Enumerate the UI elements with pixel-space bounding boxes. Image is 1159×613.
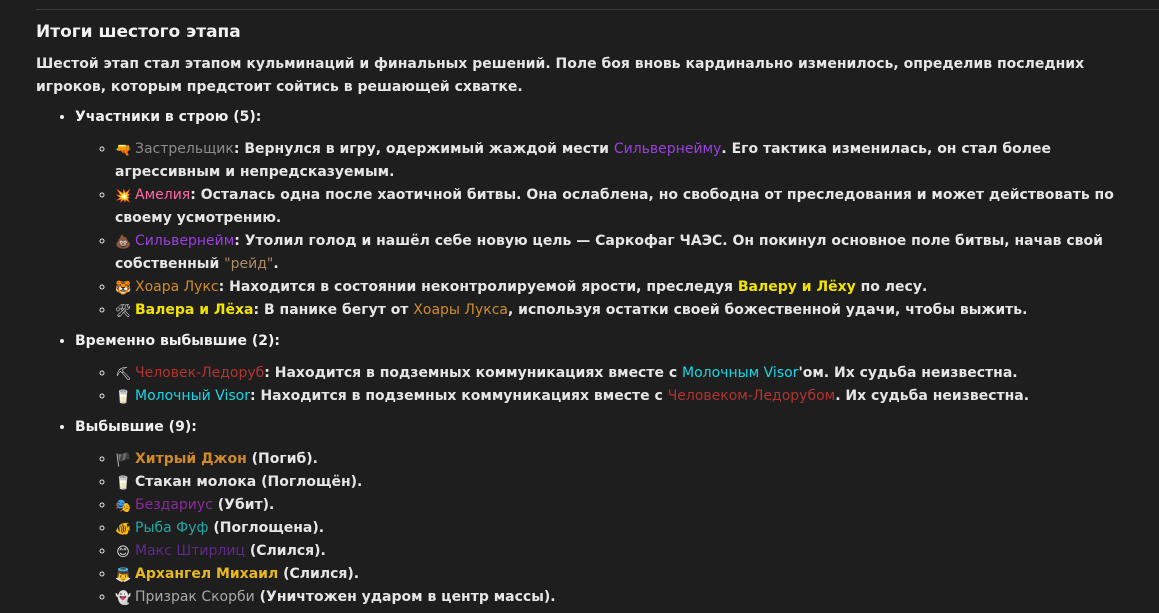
character-name: Человек-Ледоруб [135, 365, 265, 381]
character-name: Амелия [135, 187, 191, 203]
sections-list [36, 106, 1136, 609]
tropical-fish-icon: 🐠 [115, 522, 132, 537]
item-text: . [273, 256, 279, 272]
list-item [115, 184, 1136, 230]
list-item [115, 540, 1136, 563]
collision-icon: 💥 [115, 189, 132, 204]
gun-icon: 🔫 [115, 143, 132, 158]
pick-icon: ⛏ [115, 367, 132, 382]
character-name: Рыба Фуф [135, 520, 209, 536]
section-sublist [75, 362, 1136, 408]
character-name: Молочным Visor [682, 365, 799, 381]
item-text: : В панике бегут от [253, 302, 414, 318]
list-item [115, 230, 1136, 276]
item-text: , используя остатки своей божественной удачи, чтобы выжить. [507, 302, 1028, 318]
item-text: : Осталась одна после хаотичной битвы. Она ослаблена, но свободна от преследования и может действовать по своему усмотрению. [115, 187, 1114, 226]
section-item [75, 416, 1136, 609]
item-text: : Находится в подземных коммуникациях вместе с [249, 388, 668, 404]
item-text: : Находится в подземных коммуникациях вместе с [264, 365, 683, 381]
section-sublist [75, 448, 1136, 609]
list-item [115, 471, 1136, 494]
list-item [115, 494, 1136, 517]
intro-paragraph: Шестой этап стал этапом кульминаций и финальных решений. Поле боя вновь кардинально изменилось, определив последних игроков, которым предстоит сойтись в решающей схватке. [36, 56, 1085, 95]
list-item [115, 385, 1136, 408]
top-divider [36, 9, 1159, 10]
item-text: . Их судьба неизвестна. [835, 388, 1030, 404]
character-name: Валеру и Лёху [737, 279, 856, 295]
glass-of-milk-icon: 🥛 [115, 390, 132, 405]
character-name: Бездариус [135, 497, 213, 513]
item-text: (Уничтожен ударом в центр массы). [254, 589, 556, 605]
page-title: Итоги шестого этапа [36, 22, 241, 42]
section-heading: Выбывшие (9): [75, 419, 197, 435]
item-text: Стакан молока (Поглощён). [135, 474, 363, 490]
list-item [115, 362, 1136, 385]
character-name: "рейд" [224, 256, 274, 272]
list-item [115, 586, 1136, 609]
section-sublist [75, 138, 1136, 322]
item-text: по лесу. [855, 279, 928, 295]
item-text: (Слился). [244, 543, 326, 559]
item-text: . Его тактика изменилась, он стал более агрессивным и непредсказуемым. [115, 141, 1051, 180]
tiger-face-icon: 🐯 [115, 281, 132, 296]
angel-icon: 👼 [115, 568, 132, 583]
list-item [115, 448, 1136, 471]
section-heading: Временно выбывшие (2): [75, 333, 280, 349]
character-name: Человеком-Ледорубом [667, 388, 836, 404]
section-item [75, 330, 1136, 408]
character-name: Хитрый Джон [135, 451, 247, 467]
document-body [36, 20, 1136, 613]
pile-of-poo-icon: 💩 [115, 235, 132, 250]
performing-arts-icon: 🎭 [115, 499, 132, 514]
ghost-icon: 👻 [115, 591, 132, 606]
character-name: Сильвернейм [135, 233, 235, 249]
character-name: Макс Штирлиц [135, 543, 245, 559]
section-heading: Участники в строю (5): [75, 109, 262, 125]
glass-of-milk-icon: 🥛 [115, 476, 132, 491]
character-name: Хоара Лукс [135, 279, 219, 295]
list-item [115, 138, 1136, 184]
list-item [115, 299, 1136, 322]
smiling-face-icon: 😊 [116, 545, 130, 560]
item-text: 'ом. Их судьба неизвестна. [798, 365, 1018, 381]
item-text: (Поглощена). [208, 520, 325, 536]
item-text: : Вернулся в игру, одержимый жаждой мести [233, 141, 614, 157]
list-item [115, 276, 1136, 299]
pirate-flag-icon: 🏴 [115, 453, 132, 468]
character-name: Валера и Лёха [135, 302, 254, 318]
list-item [115, 563, 1136, 586]
list-item [115, 517, 1136, 540]
section-item [75, 106, 1136, 322]
character-name: Призрак Скорби [135, 589, 255, 605]
item-text: : Утолил голод и нашёл себе новую цель — Саркофаг ЧАЭС. Он покинул основное поле битвы, начав свой собственный [115, 233, 1103, 272]
item-text: (Слился). [278, 566, 360, 582]
item-text: : Находится в состоянии неконтролируемой ярости, преследуя [218, 279, 738, 295]
item-text: (Убит). [212, 497, 275, 513]
item-text: (Погиб). [246, 451, 319, 467]
character-name: Архангел Михаил [135, 566, 279, 582]
character-name: Хоары Лукса [413, 302, 508, 318]
character-name: Застрельщик [135, 141, 234, 157]
character-name: Молочный Visor [135, 388, 250, 404]
hammer-and-wrench-icon: 🛠 [115, 304, 132, 319]
character-name: Сильвернейму [613, 141, 722, 157]
